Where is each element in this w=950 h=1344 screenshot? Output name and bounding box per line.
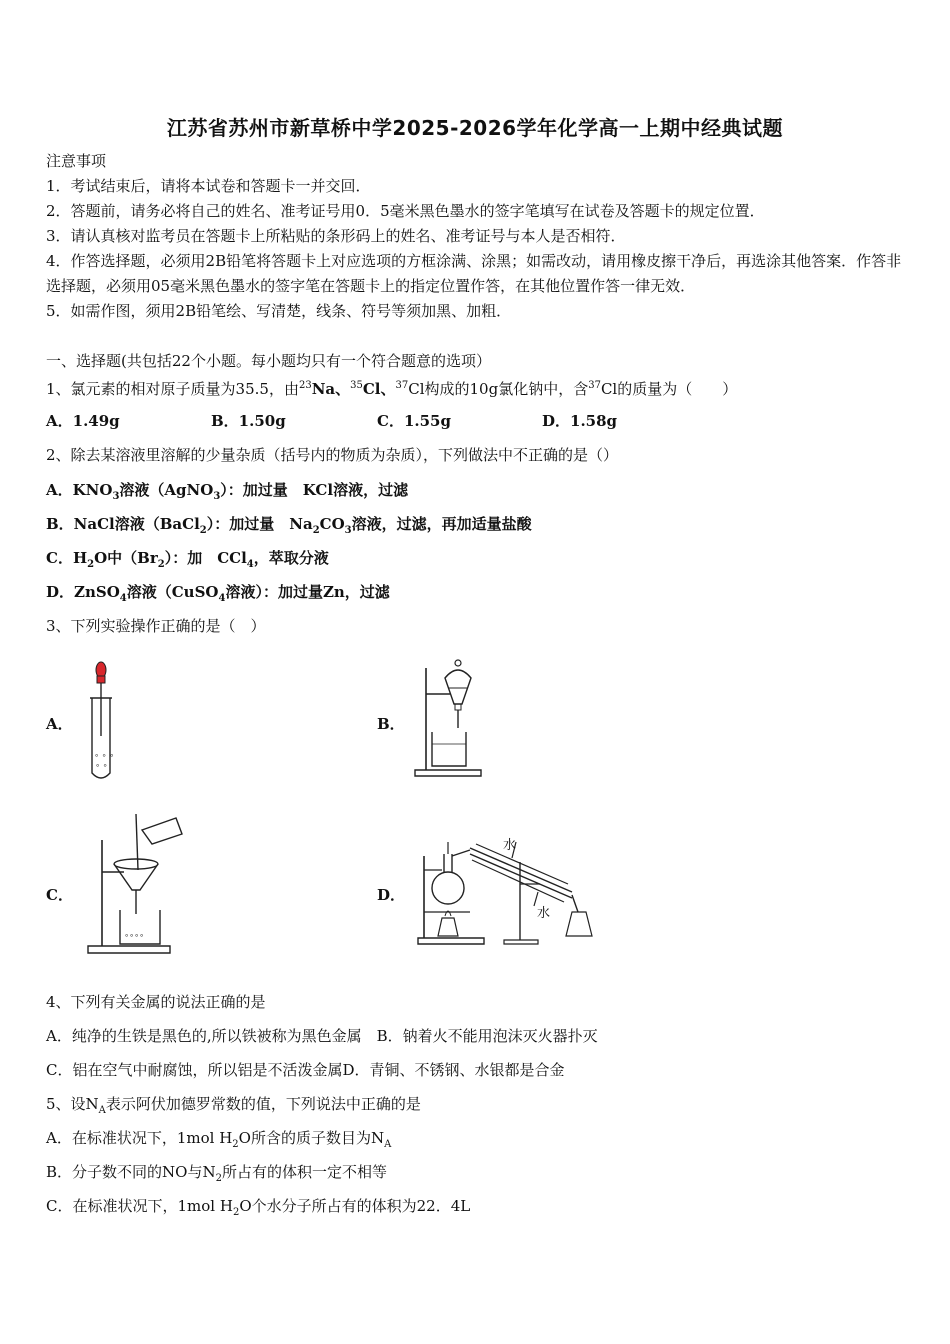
question-5-stem: 5、设$N_A$表示阿伏加德罗常数的值，下列说法中正确的是 — [46, 1095, 421, 1116]
notice-heading: 注意事项 — [46, 152, 107, 170]
notice-item-4: 4．作答选择题，必须用2B铅笔将答题卡上对应选项的方框涂满、涂黑；如需改动，请用橡皮擦干净后，再选涂其他答案．作答非选择题，必须用05毫米黑色墨水的签字笔在答题卡上的指定位置作答，在其他位置作答一律无效． — [46, 252, 902, 295]
notice-item-2: 2．答题前，请务必将自己的姓名、准考证号用0．5毫米黑色墨水的签字笔填写在试卷及答题卡的规定位置． — [46, 202, 765, 220]
dropper-in-test-tube-figure — [82, 658, 122, 784]
question-3-stem: 3、下列实验操作正确的是（ ） — [46, 617, 266, 635]
question-1-option-a: A．1.49g — [46, 412, 120, 430]
question-2-option-a: A．$KNO_3$溶液（AgNO$_3$）：加过量 KCl溶液，过滤 — [46, 481, 409, 502]
water-outlet-label: 水 — [503, 838, 517, 853]
section-heading: 一、选择题(共包括22个小题。每小题均只有一个符合题意的选项） — [46, 352, 491, 370]
question-4-options-ab: A．纯净的生铁是黑色的,所以铁被称为黑色金属 B．钠着火不能用泡沫灭火器扑灭 — [46, 1027, 598, 1045]
figure-label-a: A． — [46, 715, 73, 733]
question-1-option-c: C．1.55g — [377, 412, 451, 430]
figure-label-c: C． — [46, 886, 73, 904]
question-2-option-b: B．NaCl溶液（BaCl$_2$）：加过量 $Na_2CO_3$溶液，过滤，再加适量盐酸 — [46, 515, 532, 536]
page-title: 江苏省苏州市新草桥中学2025-2026学年化学高一上期中经典试题 — [166, 116, 784, 140]
filtration-pouring-figure — [84, 810, 188, 956]
question-5-option-c: C．在标准状况下，1mol $H_2O$个水分子所占有的体积为22．4L — [46, 1197, 471, 1218]
question-2-stem: 2、除去某溶液里溶解的少量杂质（括号内的物质为杂质），下列做法中不正确的是（） — [46, 446, 619, 464]
question-5-option-b: B．分子数不同的NO与$N_2$所占有的体积一定不相等 — [46, 1163, 387, 1184]
question-4-options-cd: C．铝在空气中耐腐蚀，所以铝是不活泼金属D．青铜、不锈钢、水银都是合金 — [46, 1061, 565, 1079]
notice-item-3: 3．请认真核对监考员在答题卡上所粘贴的条形码上的姓名、准考证号与本人是否相符． — [46, 227, 626, 245]
question-1-stem: 1、氯元素的相对原子质量为35.5，由$^{23}$Na、$^{35}$Cl、$^{37}$Cl构成的10g氯化钠中，含$^{37}$Cl的质量为（ ） — [46, 380, 738, 398]
question-5-option-a: A．在标准状况下，1mol $H_2O$所含的质子数目为$N_A$ — [46, 1129, 392, 1150]
notice-item-1: 1．考试结束后，请将本试卷和答题卡一并交回． — [46, 177, 371, 195]
question-4-stem: 4、下列有关金属的说法正确的是 — [46, 993, 266, 1011]
svg-text:∘∘∘∘: ∘∘∘∘ — [124, 931, 145, 940]
water-inlet-label: 水 — [537, 906, 551, 921]
question-1-option-d: D．1.58g — [542, 412, 618, 430]
separatory-funnel-figure — [410, 656, 490, 778]
svg-text:∘ ∘: ∘ ∘ — [95, 761, 108, 770]
figure-label-b: B． — [377, 715, 405, 733]
question-1-option-b: B．1.50g — [211, 412, 286, 430]
question-2-option-d: D．ZnSO$_4$溶液（CuSO$_4$溶液）：加过量Zn，过滤 — [46, 583, 390, 604]
question-2-option-c: C．$H_2O$中$(Br_2)$：加 CCl$_4$，萃取分液 — [46, 549, 329, 570]
svg-text:∘ ∘ ∘: ∘ ∘ ∘ — [94, 751, 115, 760]
notice-item-5: 5．如需作图，须用2B铅笔绘、写清楚，线条、符号等须加黑、加粗． — [46, 302, 512, 320]
figure-label-d: D． — [377, 886, 406, 904]
